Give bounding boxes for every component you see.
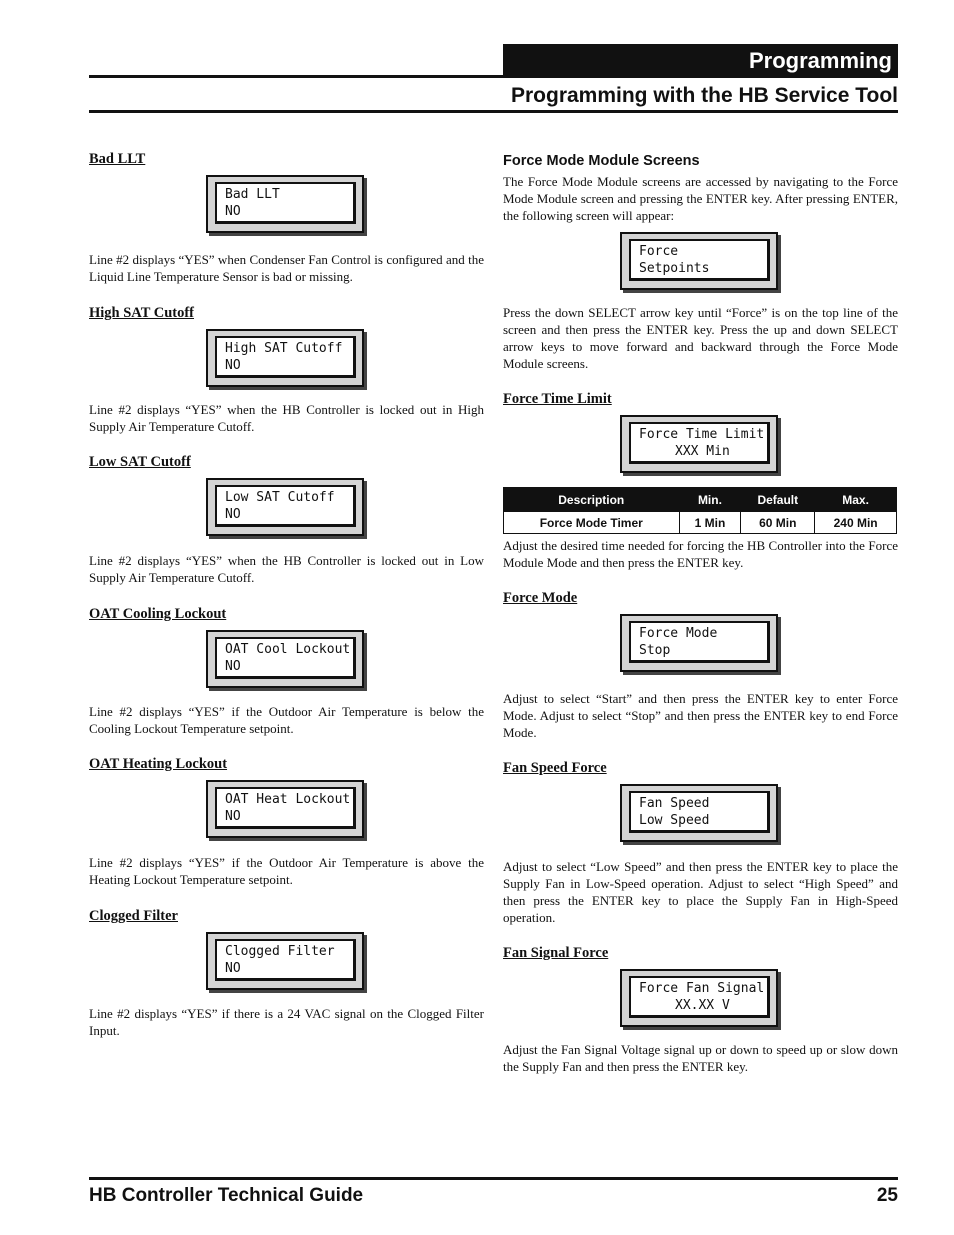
title-rule — [89, 110, 898, 113]
lcd-low-sat-cutoff — [206, 478, 364, 536]
footer-doc-title: HB Controller Technical Guide — [89, 1185, 364, 1206]
heading-oat-heating-lockout: OAT Heating Lockout — [89, 756, 228, 772]
text-oat-cooling-lockout: Line #2 displays “YES” if the Outdoor Air Temperature is below the Cooling Lockout Temperature setpoint. — [89, 704, 484, 736]
table-header-row — [504, 488, 897, 512]
lcd-oat-heating-lockout — [206, 780, 364, 838]
text-force-navigation: Press the down SELECT arrow key until “Force” is on the top line of the screen and then press the ENTER key. Press the up and down SELECT arrow keys to move forward and backward through the Force Mode Module screens. — [503, 305, 898, 371]
cell-min: 1 Min — [679, 512, 741, 534]
heading-force-mode: Force Mode — [503, 590, 578, 606]
lcd-force-setpoints — [620, 232, 778, 290]
lcd-line-2: XX.XX V — [675, 998, 730, 1013]
lcd-bad-llt — [206, 175, 364, 233]
lcd-high-sat-cutoff — [206, 329, 364, 387]
lcd-line-2: NO — [225, 659, 241, 674]
section-banner — [503, 44, 898, 78]
col-min: Min. — [679, 488, 741, 512]
heading-high-sat-cutoff: High SAT Cutoff — [89, 305, 195, 321]
text-force-time-limit: Adjust the desired time needed for forcing the HB Controller into the Force Module Mode and then press the ENTER key. — [503, 538, 898, 570]
lcd-line-2: NO — [225, 204, 241, 219]
heading-low-sat-cutoff: Low SAT Cutoff — [89, 454, 191, 470]
lcd-line-2: Low Speed — [639, 813, 710, 828]
lcd-line-2: NO — [225, 961, 241, 976]
text-fan-signal-force: Adjust the Fan Signal Voltage signal up or down to speed up or slow down the Supply Fan and then press the ENTER key. — [503, 1042, 898, 1074]
lcd-line-1: High SAT Cutoff — [225, 341, 343, 356]
heading-bad-llt: Bad LLT — [89, 151, 146, 167]
force-timer-table — [503, 487, 897, 534]
page-number: 25 — [876, 1185, 898, 1206]
text-low-sat-cutoff: Line #2 displays “YES” when the HB Controller is locked out in Low Supply Air Temperature Cutoff. — [89, 553, 484, 585]
lcd-line-2: NO — [225, 507, 241, 522]
lcd-line-1: Force Fan Signal — [639, 981, 765, 996]
section-title: Programming — [748, 48, 892, 73]
lcd-line-2: Stop — [639, 643, 671, 658]
lcd-fan-speed-force — [620, 784, 778, 842]
heading-force-mode-module-screens: Force Mode Module Screens — [503, 153, 700, 169]
lcd-line-1: Fan Speed — [639, 796, 710, 811]
lcd-line-2: XXX Min — [675, 444, 730, 459]
cell-description: Force Mode Timer — [504, 512, 680, 534]
heading-fan-signal-force: Fan Signal Force — [503, 945, 609, 961]
lcd-clogged-filter — [206, 932, 364, 990]
heading-force-time-limit: Force Time Limit — [503, 391, 612, 407]
text-oat-heating-lockout: Line #2 displays “YES” if the Outdoor Air Temperature is above the Heating Lockout Temperature setpoint. — [89, 855, 484, 887]
cell-default: 60 Min — [741, 512, 815, 534]
lcd-line-1: Force Mode — [639, 626, 718, 641]
heading-fan-speed-force: Fan Speed Force — [503, 760, 607, 776]
header-rule — [89, 75, 503, 78]
lcd-line-1: Clogged Filter — [225, 944, 335, 959]
lcd-line-1: OAT Cool Lockout — [225, 642, 351, 657]
lcd-force-mode — [620, 614, 778, 672]
lcd-line-1: Force — [639, 244, 679, 259]
footer-rule — [89, 1177, 898, 1180]
cell-max: 240 Min — [815, 512, 897, 534]
table-row — [504, 512, 897, 534]
lcd-line-1: OAT Heat Lockout — [225, 792, 351, 807]
heading-oat-cooling-lockout: OAT Cooling Lockout — [89, 606, 227, 622]
lcd-force-time-limit — [620, 415, 778, 473]
lcd-line-1: Bad LLT — [225, 187, 280, 202]
col-description: Description — [504, 488, 680, 512]
text-high-sat-cutoff: Line #2 displays “YES” when the HB Controller is locked out in High Supply Air Temperature Cutoff. — [89, 402, 484, 434]
lcd-line-2: NO — [225, 809, 241, 824]
text-clogged-filter: Line #2 displays “YES” if there is a 24 VAC signal on the Clogged Filter Input. — [89, 1006, 484, 1038]
page-title: Programming with the HB Service Tool — [510, 84, 898, 107]
lcd-oat-cooling-lockout — [206, 630, 364, 688]
text-fan-speed-force: Adjust to select “Low Speed” and then press the ENTER key to place the Supply Fan in Low-Speed operation. Adjust to select “High Speed” and then press the ENTER key to place the Supply Fan in High-Speed operation. — [503, 859, 898, 925]
lcd-line-1: Low SAT Cutoff — [225, 490, 335, 505]
col-max: Max. — [815, 488, 897, 512]
lcd-line-1: Force Time Limit — [639, 427, 765, 442]
lcd-fan-signal-force — [620, 969, 778, 1027]
text-force-mode: Adjust to select “Start” and then press the ENTER key to enter Force Mode. Adjust to select “Stop” and then press the ENTER key to end Force Mode. — [503, 691, 898, 740]
heading-clogged-filter: Clogged Filter — [89, 908, 178, 924]
col-default: Default — [741, 488, 815, 512]
text-bad-llt: Line #2 displays “YES” when Condenser Fan Control is configured and the Liquid Line Temperature Sensor is bad or missing. — [89, 252, 484, 284]
lcd-line-2: NO — [225, 358, 241, 373]
text-force-intro: The Force Mode Module screens are accessed by navigating to the Force Mode Module screen and pressing the ENTER key. After pressing ENTER, the following screen will appear: — [503, 174, 898, 223]
lcd-line-2: Setpoints — [639, 261, 710, 276]
